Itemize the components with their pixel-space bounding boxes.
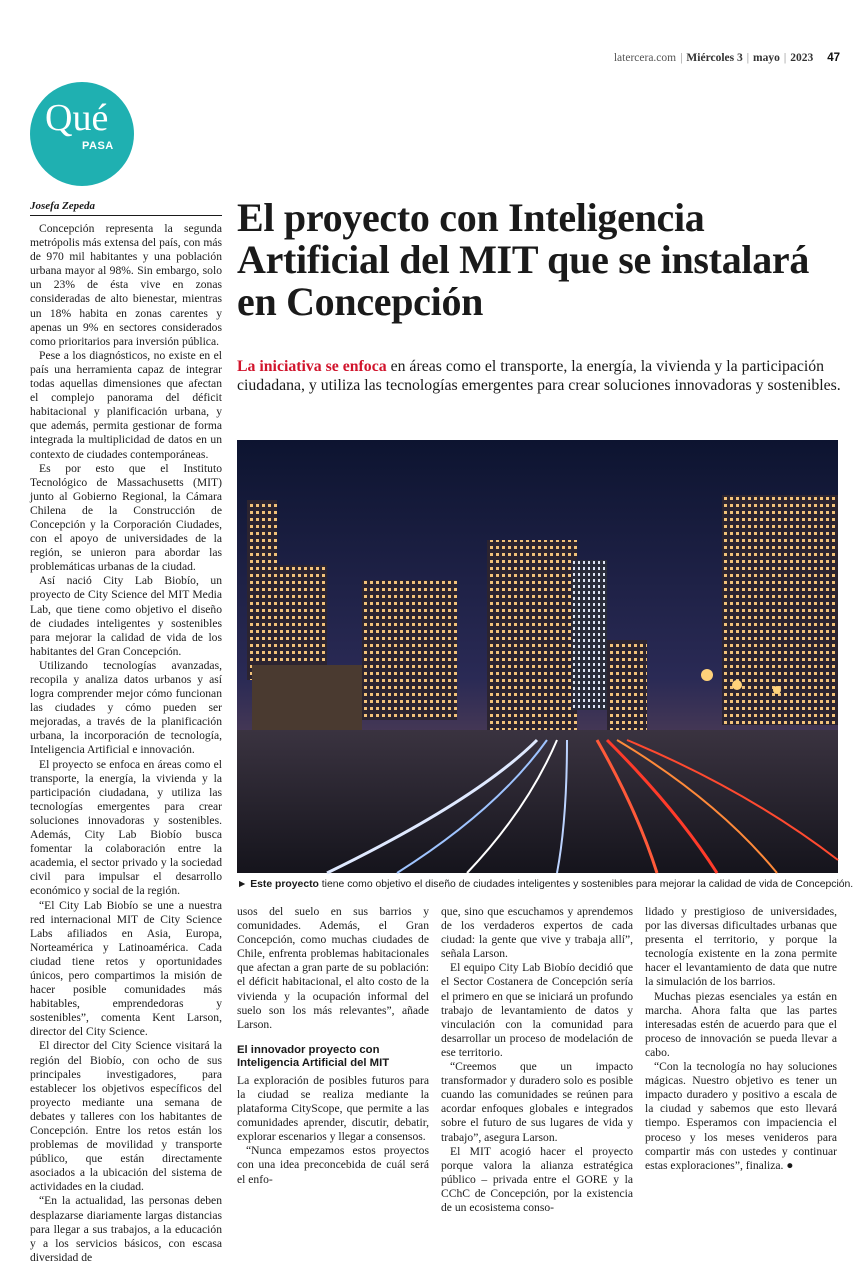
- header-year: 2023: [790, 52, 814, 64]
- left-column: [30, 222, 222, 1264]
- lead-highlight: La iniciativa se enfoca: [237, 358, 387, 375]
- page-header: latercera.com | Miércoles 3 | mayo | 2023 47: [613, 52, 840, 64]
- left-paragraph: Concepción representa la segunda metrópolis más extensa del país, con más de 970 mil habitantes y una población urbana mayor al 98%. Sin embargo, solo un 23% de ésta vive en zonas consideradas de alto bienestar, mientras un 18% habita en zonas carentes y apenas un 9% en sectores considerados como prioritarios para inversión pública.: [30, 222, 222, 348]
- left-paragraph: “En la actualidad, las personas deben desplazarse diariamente largas distancias para llegar a sus trabajos, a la educación y a los servicios básicos, con escasa diversidad de: [30, 1194, 222, 1264]
- author-byline: Josefa Zepeda: [30, 200, 222, 216]
- que-pasa-logo: [30, 82, 134, 186]
- header-day: Miércoles 3: [686, 52, 743, 64]
- col2-paragraph: que, sino que escuchamos y aprendemos de los verdaderos expertos de cada ciudad: la gente que vive y trabaja allí”, señala Larson.: [441, 905, 633, 961]
- left-paragraph: Utilizando tecnologías avanzadas, recopila y analiza datos urbanos y así logra comprender mejor cómo funcionan las ciudades y cómo pueden ser mejoradas, a través de la planificación urbana, la incorporación de tecnología, Inteligencia Artificial e innovación.: [30, 658, 222, 757]
- col3-paragraph: Muchas piezas esenciales ya están en marcha. Ahora falta que las partes interesadas estén de acuerdo para que el proceso de innovación se pueda llevar a cabo.: [645, 989, 837, 1059]
- site-name: latercera.com: [613, 52, 677, 64]
- body-column-1: [237, 905, 429, 1187]
- col2-paragraph: “Creemos que un impacto transformador y duradero solo es posible cuando las comunidades se reúnen para acordar enfoques globales e integrados sobre el futuro de sus lugares de vida y trabajo”, asegura Larson.: [441, 1060, 633, 1144]
- col2-paragraph: El equipo City Lab Biobío decidió que el Sector Costanera de Concepción sería el primero en que se iniciará un profundo trabajo de levantamiento de datos y vinculación con la comunidad para desarrollar un proceso de modelación de ese territorio.: [441, 961, 633, 1059]
- col1-subheading: El innovador proyecto con Inteligencia Artificial del MIT: [237, 1043, 390, 1070]
- col1-paragraph: usos del suelo en sus barrios y comunidades. Además, el Gran Concepción, como muchas ciudades de Chile, enfrenta problemas habitacionales que afectan a gran parte de su población: el déficit habitacional, el alto costo de la vivienda y la ocupación informal del suelo son los más relevantes”, añade Larson.: [237, 905, 429, 1031]
- left-paragraph: El proyecto se enfoca en áreas como el transporte, la energía, la vivienda y la participación ciudadana, y utiliza las tecnologías emergentes para crear soluciones innovadoras y sostenibles. Además, City Lab Biobío busca fomentar la colaboración entre la academia, el sector privado y la sociedad civil para impulsar el desarrollo económico y social de la región.: [30, 757, 222, 898]
- header-month: mayo: [753, 52, 780, 64]
- left-paragraph: El director del City Science visitará la región del Biobío, con ocho de sus principales investigadores, para establecer los objetivos específicos del proyecto mediante una semana de debates y talleres con los habitantes de Concepción. Entre los retos están los problemas de movilidad y transporte público, que están directamente asociados a la ubicación del sistema de actividades en la ciudad.: [30, 1039, 222, 1194]
- logo-line1: Qué: [45, 97, 109, 139]
- city-night-photo: [237, 440, 838, 873]
- col3-paragraph: lidado y prestigioso de universidades, por las diversas dificultades urbanas que presenta el territorio, y porque la tecnología existente en la zona permite hacer el levantamiento de data que nutre la simulación de los barrios.: [645, 905, 837, 989]
- col1-paragraph: “Nunca empezamos estos proyectos con una idea preconcebida de cuál será el enfo-: [237, 1144, 429, 1186]
- left-paragraph: “El City Lab Biobío se une a nuestra red internacional MIT de City Science Labs afiliados en Asia, Europa, Norteamérica y Latinoamérica. Cada ciudad tiene retos y oportunidades únicos, pero compartimos la misión de hacer posible comunidades más habitables, emprendedoras y sostenibles”, comenta Kent Larson, director del City Science.: [30, 898, 222, 1039]
- logo-line2: PASA: [82, 140, 114, 152]
- col3-paragraph: “Con la tecnología no hay soluciones mágicas. Nuestro objetivo es tener un impacto duradero y positivo a escala de la ciudad y sabemos que esto llevará tiempo. Esperamos con impaciencia el proceso y los meses venideros para compartir más con ustedes y continuar estas exploraciones”, finaliza. ●: [645, 1060, 837, 1172]
- body-column-2: [441, 905, 633, 1214]
- article-title: El proyecto con Inteligencia Artificial del MIT que se instalará en Concepción: [237, 195, 810, 324]
- caption-text: tiene como objetivo el diseño de ciudades inteligentes y sostenibles para mejorar la calidad de vida de Concepción.: [318, 879, 854, 890]
- left-paragraph: Es por esto que el Instituto Tecnológico de Massachusetts (MIT) junto al Gobierno Regional, la Cámara Chilena de la Construcción de Concepción y la Corporación Ciudades, con el apoyo de universidades de la región, se unieron para abordar las problemáticas urbanas de la ciudad.: [30, 461, 222, 574]
- end-mark: ●: [786, 1158, 794, 1172]
- photo-caption: [237, 878, 854, 891]
- caption-marker: ►: [237, 879, 248, 890]
- lead-text: en áreas como el transporte, la energía, la vivienda y la participación ciudadana, y utiliza las tecnologías emergentes para crear soluciones innovadoras y sostenibles.: [237, 358, 841, 394]
- caption-bold: Este proyecto: [250, 879, 319, 890]
- page-number: 47: [827, 52, 840, 64]
- col1-paragraph: La exploración de posibles futuros para la ciudad se realiza mediante la plataforma CityScope, que permite a las comunidades aprender, discutir, debatir, explorar escenarios y llegar a consensos.: [237, 1073, 429, 1144]
- body-column-3: [645, 905, 837, 1187]
- col2-paragraph: El MIT acogió hacer el proyecto porque valora la alianza estratégica público – privada entre el GORE y la CChC de Concepción, por la existencia de un ecosistema conso-: [441, 1144, 633, 1214]
- article-lead: [237, 357, 842, 395]
- left-paragraph: Pese a los diagnósticos, no existe en el país una herramienta capaz de integrar todas aquellas dimensiones que afectan el complejo panorama del déficit habitacional y planificación urbana, y que además, permita gestionar de forma integrada la multiplicidad de datos en un contexto de ciudades contemporáneas.: [30, 348, 222, 461]
- left-paragraph: Así nació City Lab Biobío, un proyecto de City Science del MIT Media Lab, que tiene como objetivo el diseño de ciudades inteligentes y sostenibles para mejorar la calidad de vida de los habitantes del Gran Concepción.: [30, 574, 222, 658]
